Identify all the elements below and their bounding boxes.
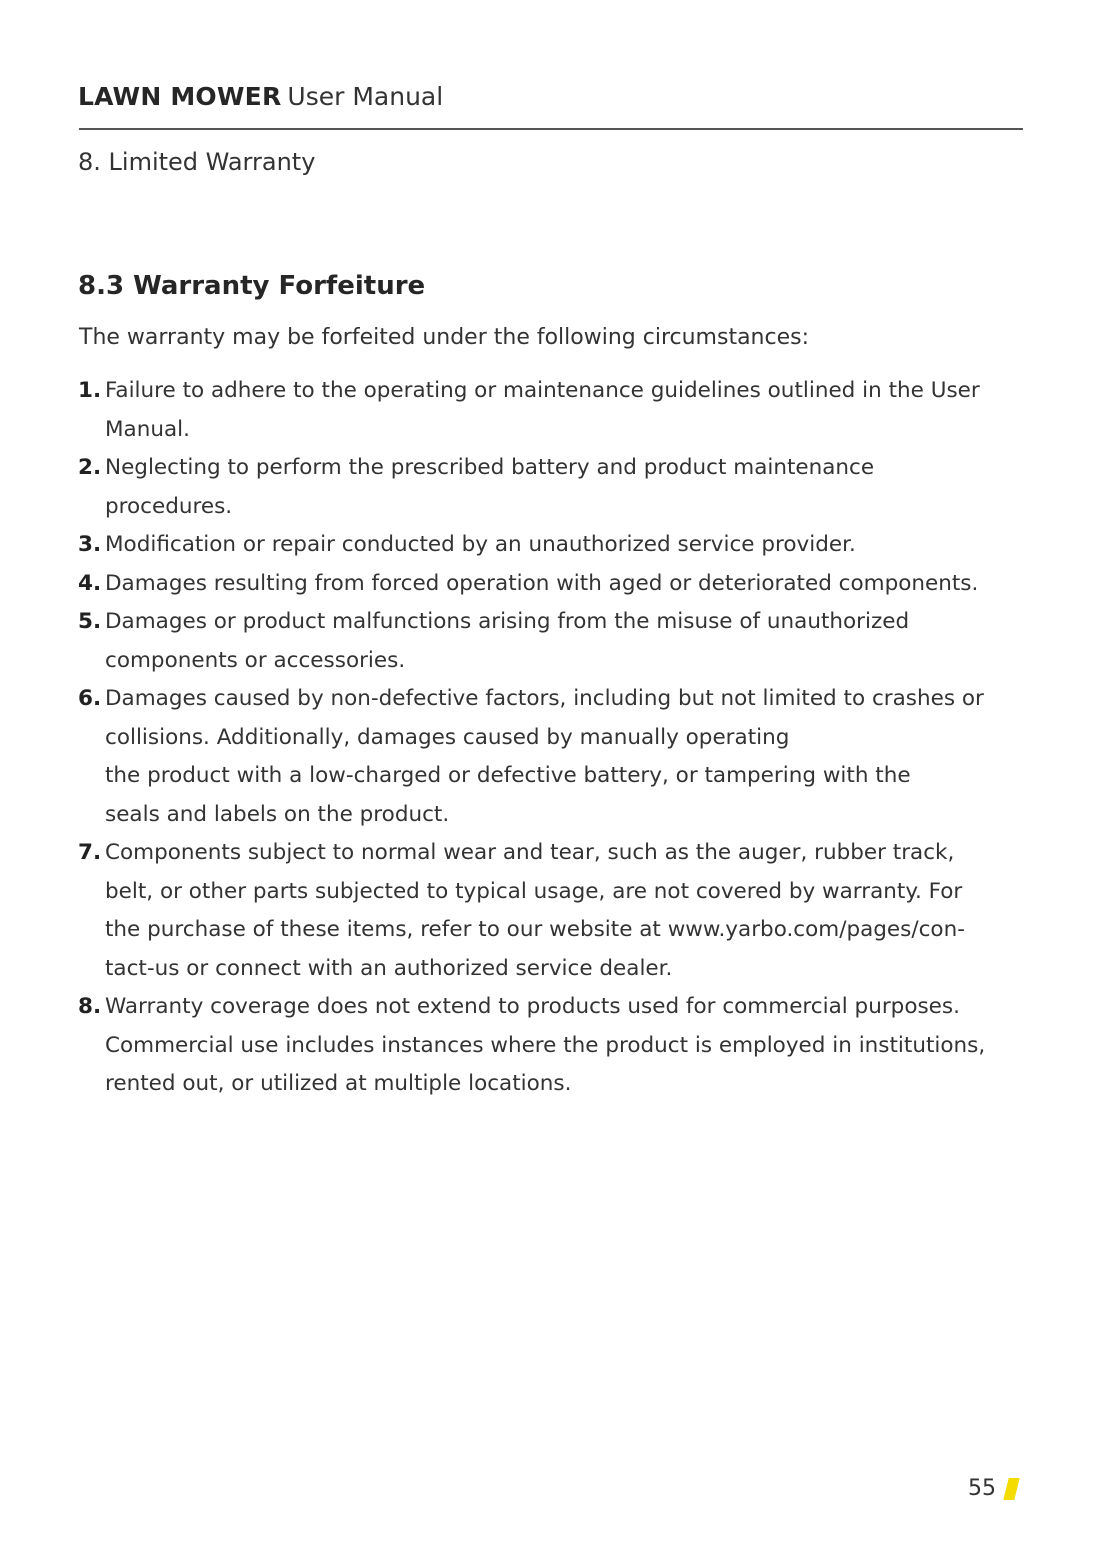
list-item-text-line: Neglecting to perform the prescribed battery and product maintenance xyxy=(105,455,875,480)
product-name: LAWN MOWER xyxy=(78,82,282,111)
list-item-text-line: Damages resulting from forced operation with aged or deteriorated components. xyxy=(105,570,979,596)
list-item-text-line: Commercial use includes instances where the product is employed in institutions, xyxy=(105,1032,986,1058)
list-item-number: 7. xyxy=(78,840,102,865)
page-number: 55 xyxy=(968,1476,996,1501)
list-item xyxy=(78,834,1068,988)
page-marker-accent xyxy=(1003,1478,1019,1500)
section-intro: The warranty may be forfeited under the following circumstances: xyxy=(79,325,810,350)
list-item-number: 8. xyxy=(78,994,102,1019)
forfeiture-list xyxy=(78,372,1068,1104)
list-item-text-line: Warranty coverage does not extend to products used for commercial purposes. xyxy=(105,994,960,1019)
list-item-number: 6. xyxy=(78,686,102,711)
list-item xyxy=(78,526,1068,565)
list-item-text-line: tact-us or connect with an authorized service dealer. xyxy=(105,955,673,981)
list-item-text-line: seals and labels on the product. xyxy=(105,801,450,827)
running-header xyxy=(78,80,443,114)
list-item-text-line: Components subject to normal wear and tear, such as the auger, rubber track, xyxy=(105,840,955,865)
list-item-number: 5. xyxy=(78,609,102,634)
list-item-text-line: the product with a low-charged or defective battery, or tampering with the xyxy=(105,763,911,788)
list-item xyxy=(78,565,1068,604)
list-item-text-line: belt, or other parts subjected to typical usage, are not covered by warranty. For xyxy=(105,878,963,904)
chapter-title: 8. Limited Warranty xyxy=(78,148,316,176)
list-item-text-line: rented out, or utilized at multiple locations. xyxy=(105,1071,572,1096)
list-item-text-line: procedures. xyxy=(105,493,233,519)
list-item-text-line: the purchase of these items, refer to our website at www.yarbo.com/pages/con- xyxy=(105,917,965,942)
list-item xyxy=(78,449,1068,526)
list-item-number: 4. xyxy=(78,570,102,596)
list-item-text-line: Damages caused by non-defective factors, including but not limited to crashes or xyxy=(105,686,984,711)
list-item-text-line: collisions. Additionally, damages caused by manually operating xyxy=(105,724,790,750)
list-item-text-line: Failure to adhere to the operating or maintenance guidelines outlined in the User xyxy=(105,378,980,403)
list-item xyxy=(78,988,1068,1104)
section-title: 8.3 Warranty Forfeiture xyxy=(78,271,426,301)
list-item-text-line: Modification or repair conducted by an unauthorized service provider. xyxy=(105,532,856,557)
list-item-text-line: Manual. xyxy=(105,416,190,442)
list-item xyxy=(78,372,1068,449)
list-item-number: 2. xyxy=(78,455,102,480)
list-item xyxy=(78,680,1068,834)
document-name: User Manual xyxy=(287,82,444,111)
header-divider xyxy=(79,128,1023,130)
list-item-text-line: components or accessories. xyxy=(105,647,406,673)
list-item-number: 1. xyxy=(78,378,102,403)
list-item xyxy=(78,603,1068,680)
list-item-number: 3. xyxy=(78,532,102,557)
list-item-text-line: Damages or product malfunctions arising from the misuse of unauthorized xyxy=(105,609,910,634)
